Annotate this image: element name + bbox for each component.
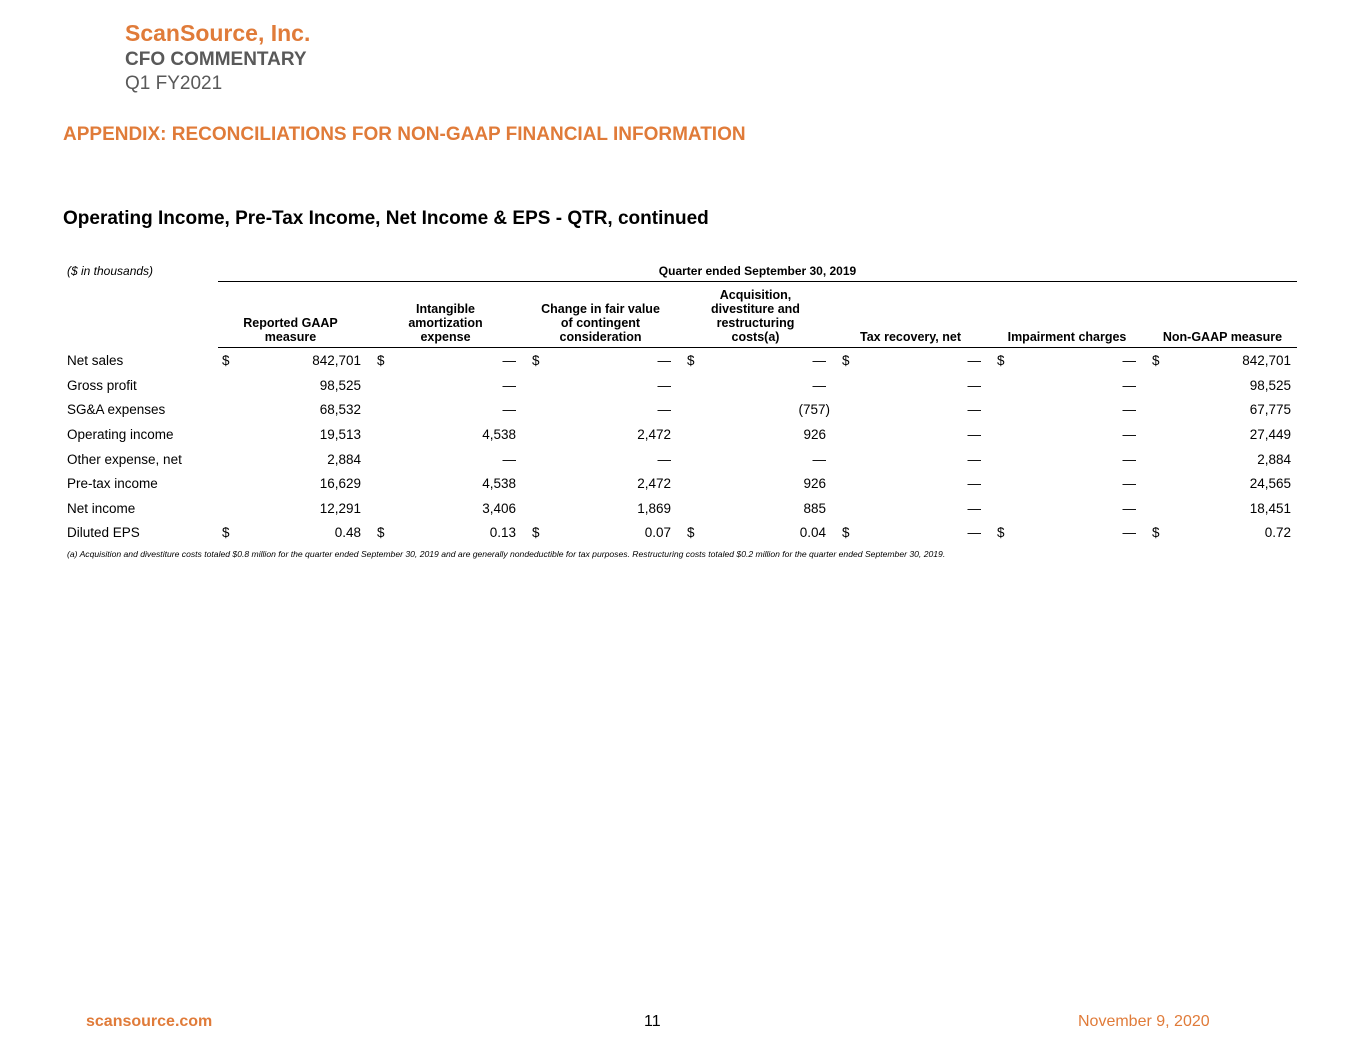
cell-value: — xyxy=(1122,452,1136,467)
cell-value: 0.13 xyxy=(489,525,516,540)
cell-value: — xyxy=(812,452,826,467)
currency-symbol: $ xyxy=(1152,525,1160,540)
column-header xyxy=(218,288,363,344)
cell-value: — xyxy=(502,402,516,417)
cell-value: 12,291 xyxy=(319,501,361,516)
row-label: SG&A expenses xyxy=(67,402,166,417)
cell-value: — xyxy=(1122,476,1136,491)
table-row xyxy=(0,501,1365,521)
cell-value: — xyxy=(812,378,826,393)
currency-symbol: $ xyxy=(687,525,695,540)
currency-symbol: $ xyxy=(222,353,230,368)
cell-value: — xyxy=(657,452,671,467)
column-header-rule xyxy=(218,347,1297,348)
column-header xyxy=(993,288,1141,344)
currency-symbol: $ xyxy=(842,525,850,540)
table-row xyxy=(0,402,1365,422)
row-label: Net sales xyxy=(67,353,124,368)
cell-value: — xyxy=(657,378,671,393)
cell-value: — xyxy=(502,452,516,467)
cell-value: 2,884 xyxy=(1257,452,1291,467)
cell-value: — xyxy=(812,353,826,368)
column-header xyxy=(838,288,983,344)
column-header-text: Non-GAAP measure xyxy=(1162,330,1283,344)
table-footnote: (a) Acquisition and divestiture costs totaled $0.8 million for the quarter ended September 30, 2019 and are generally nondeductible for tax purposes. Restructuring costs totaled $0.2 million for the quarter ended September 30, 2019. xyxy=(67,549,946,559)
currency-symbol: $ xyxy=(532,353,540,368)
section-title: Operating Income, Pre-Tax Income, Net Income & EPS - QTR, continued xyxy=(63,208,709,229)
currency-symbol: $ xyxy=(377,525,385,540)
column-header-text: Change in fair value of contingent consideration xyxy=(541,302,660,344)
report-subtitle: CFO COMMENTARY xyxy=(125,49,307,70)
cell-value: — xyxy=(967,402,981,417)
cell-value: 1,869 xyxy=(637,501,671,516)
cell-value: 19,513 xyxy=(319,427,361,442)
cell-value: 3,406 xyxy=(482,501,516,516)
column-header-text: Acquisition, divestiture and restructuring costs(a) xyxy=(711,288,800,344)
table-row xyxy=(0,525,1365,545)
row-label: Diluted EPS xyxy=(67,525,140,540)
row-label: Other expense, net xyxy=(67,452,182,467)
cell-value: 67,775 xyxy=(1249,402,1291,417)
currency-symbol: $ xyxy=(997,353,1005,368)
report-header xyxy=(125,20,310,96)
currency-symbol: $ xyxy=(222,525,230,540)
table-row xyxy=(0,452,1365,472)
currency-symbol: $ xyxy=(532,525,540,540)
column-header xyxy=(528,288,673,344)
cell-value: — xyxy=(967,353,981,368)
cell-value: 27,449 xyxy=(1249,427,1291,442)
cell-value: — xyxy=(657,402,671,417)
cell-value: — xyxy=(1122,427,1136,442)
column-header-text: Intangible amortization expense xyxy=(408,302,483,344)
period-header-rule xyxy=(218,281,1297,282)
cell-value: — xyxy=(502,353,516,368)
footer-website[interactable]: scansource.com xyxy=(86,1013,213,1030)
column-header xyxy=(683,288,828,344)
cell-value: 24,565 xyxy=(1249,476,1291,491)
cell-value: 98,525 xyxy=(1249,378,1291,393)
footer-date: November 9, 2020 xyxy=(1078,1013,1210,1030)
cell-value: 16,629 xyxy=(319,476,361,491)
row-label: Net income xyxy=(67,501,136,516)
table-row xyxy=(0,427,1365,447)
currency-symbol: $ xyxy=(687,353,695,368)
cell-value: — xyxy=(967,476,981,491)
company-name: ScanSource, Inc. xyxy=(125,20,311,46)
row-label: Operating income xyxy=(67,427,174,442)
cell-value: — xyxy=(967,452,981,467)
table-row xyxy=(0,378,1365,398)
column-header xyxy=(1148,288,1297,344)
cell-value: — xyxy=(1122,525,1136,540)
cell-value: 0.07 xyxy=(644,525,671,540)
column-header xyxy=(373,288,518,344)
cell-value: 2,884 xyxy=(327,452,361,467)
cell-value: 0.72 xyxy=(1264,525,1291,540)
cell-value: 4,538 xyxy=(482,476,516,491)
cell-value: 18,451 xyxy=(1249,501,1291,516)
column-header-text: Reported GAAP measure xyxy=(243,316,338,344)
cell-value: 926 xyxy=(803,427,826,442)
cell-value: 2,472 xyxy=(637,476,671,491)
cell-value: — xyxy=(1122,378,1136,393)
cell-value: 0.04 xyxy=(799,525,826,540)
cell-value: 842,701 xyxy=(1242,353,1291,368)
cell-value: 98,525 xyxy=(319,378,361,393)
cell-value: — xyxy=(502,378,516,393)
cell-value: — xyxy=(1122,402,1136,417)
cell-value: — xyxy=(967,501,981,516)
report-period: Q1 FY2021 xyxy=(125,73,223,94)
cell-value: 68,532 xyxy=(319,402,361,417)
footer-page-number: 11 xyxy=(644,1013,661,1030)
currency-symbol: $ xyxy=(997,525,1005,540)
cell-value: 885 xyxy=(803,501,826,516)
cell-value: 4,538 xyxy=(482,427,516,442)
table-row xyxy=(0,353,1365,373)
cell-value: 842,701 xyxy=(312,353,361,368)
table-units: ($ in thousands) xyxy=(67,264,154,278)
appendix-title: APPENDIX: RECONCILIATIONS FOR NON-GAAP FINANCIAL INFORMATION xyxy=(63,124,746,145)
cell-value: (757) xyxy=(798,402,830,417)
column-header-text: Impairment charges xyxy=(1007,330,1127,344)
row-label: Gross profit xyxy=(67,378,137,393)
row-label: Pre-tax income xyxy=(67,476,158,491)
cell-value: — xyxy=(967,525,981,540)
currency-symbol: $ xyxy=(1152,353,1160,368)
table-period-header: Quarter ended September 30, 2019 xyxy=(658,264,857,278)
column-header-text: Tax recovery, net xyxy=(860,330,961,344)
cell-value: 0.48 xyxy=(334,525,361,540)
cell-value: 926 xyxy=(803,476,826,491)
currency-symbol: $ xyxy=(377,353,385,368)
cell-value: 2,472 xyxy=(637,427,671,442)
cell-value: — xyxy=(1122,501,1136,516)
cell-value: — xyxy=(967,427,981,442)
cell-value: — xyxy=(1122,353,1136,368)
currency-symbol: $ xyxy=(842,353,850,368)
cell-value: — xyxy=(967,378,981,393)
table-row xyxy=(0,476,1365,496)
cell-value: — xyxy=(657,353,671,368)
